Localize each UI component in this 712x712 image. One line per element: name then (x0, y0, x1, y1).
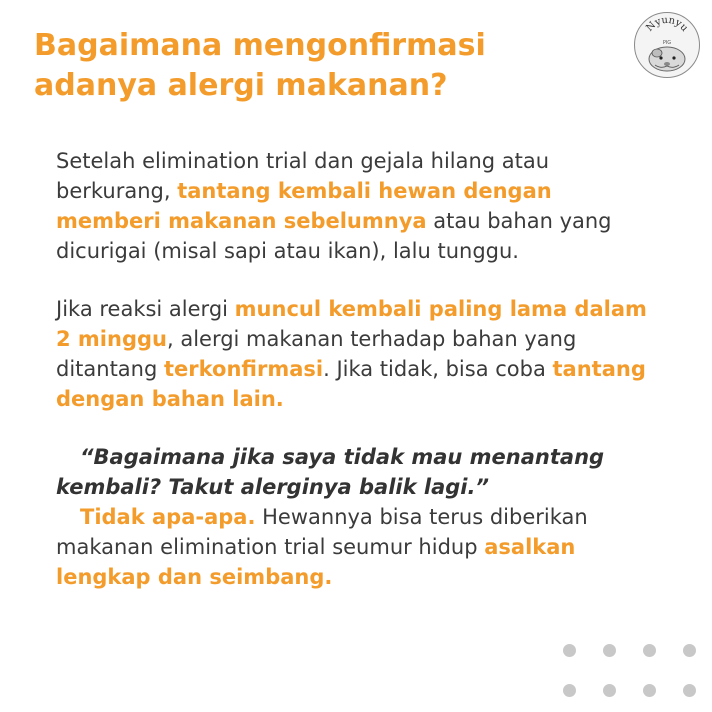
p2-text-2: , alergi makanan terhadap bahan yang ditantang (56, 327, 577, 381)
page-title (34, 26, 614, 106)
article-body (56, 146, 656, 592)
p2-text-1: Jika reaksi alergi (56, 297, 235, 321)
title-line-1: Bagaimana mengonfirmasi (34, 28, 486, 63)
p2-highlight-3: tantang dengan bahan lain. (56, 357, 646, 411)
logo-text: Nyunyu (644, 14, 690, 34)
p2-highlight-1: muncul kembali paling lama dalam 2 minggu (56, 297, 647, 351)
p2-highlight-2: terkonfirmasi (164, 357, 324, 381)
brand-logo (634, 12, 700, 78)
faq-answer-highlight: Tidak apa-apa. (80, 505, 256, 529)
logo-subtext: PIG (662, 40, 672, 46)
faq-answer-text: Hewannya bisa terus diberikan makanan elimination trial seumur hidup (56, 505, 588, 559)
faq-answer-highlight-2: asalkan lengkap dan seimbang. (56, 535, 576, 589)
paragraph-2 (56, 294, 656, 414)
dot (603, 644, 616, 657)
faq-block (56, 442, 656, 592)
decorative-dots (563, 644, 703, 700)
faq-question: “Bagaimana jika saya tidak mau menantang kembali? Takut alerginya balik lagi.” (56, 445, 605, 499)
p1-highlight-1: tantang kembali hewan dengan memberi makanan sebelumnya (56, 179, 552, 233)
p1-text-1: Setelah elimination trial dan gejala hilang atau berkurang, (56, 149, 550, 203)
dot (603, 684, 616, 697)
dot (683, 684, 696, 697)
dot (563, 644, 576, 657)
p2-text-3: . Jika tidak, bisa coba (323, 357, 553, 381)
paragraph-1 (56, 146, 656, 266)
dot (643, 644, 656, 657)
dot (643, 684, 656, 697)
title-line-2: adanya alergi makanan? (34, 68, 448, 103)
dot (563, 684, 576, 697)
dot (683, 644, 696, 657)
p1-text-2: atau bahan yang dicurigai (misal sapi atau ikan), lalu tunggu. (56, 209, 612, 263)
guinea-pig-icon (635, 13, 699, 77)
